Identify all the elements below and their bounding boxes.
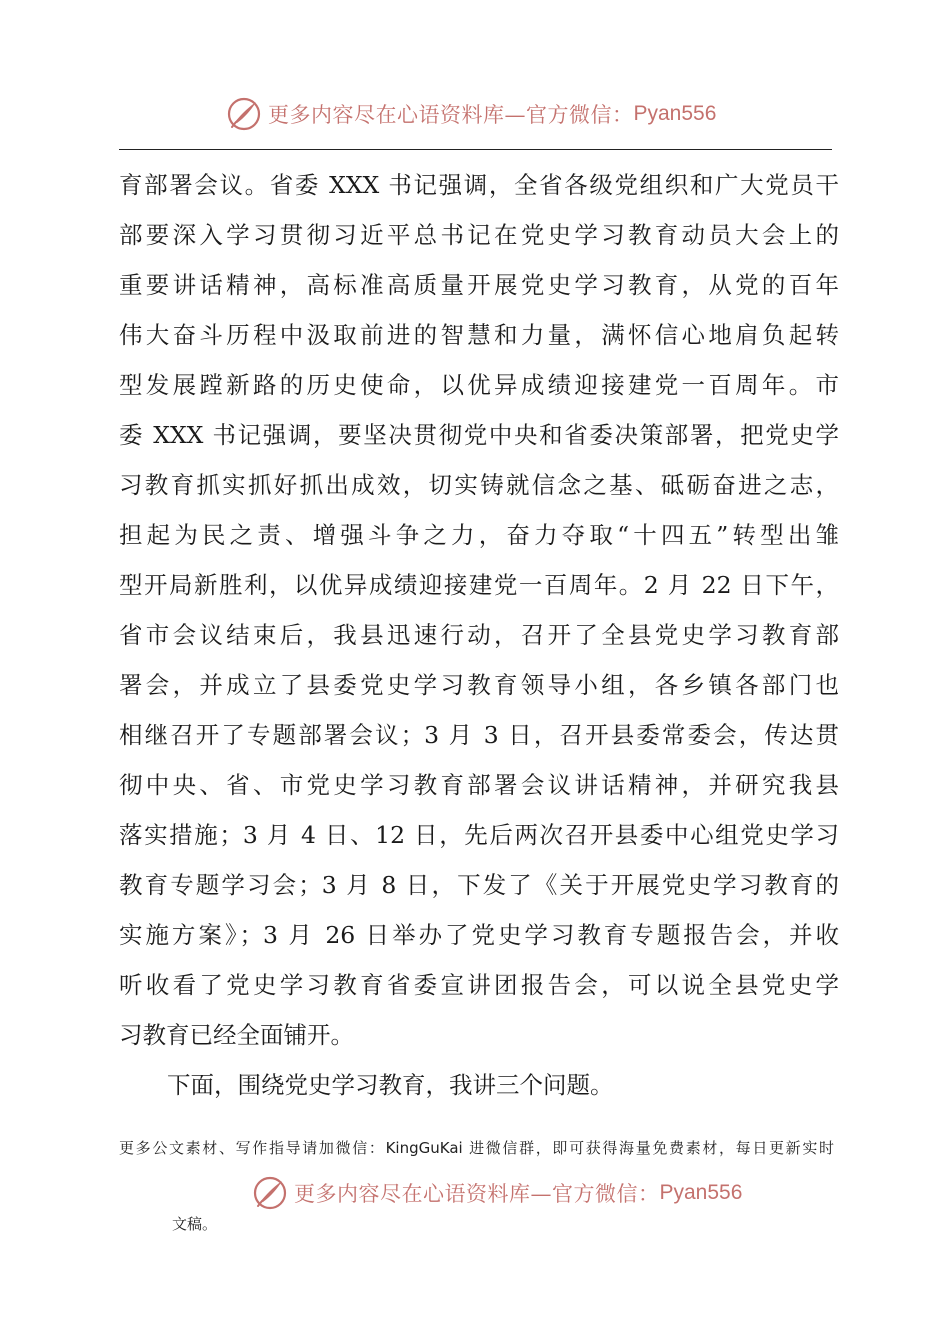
body-line: 落实措施；3 月 4 日、12 日，先后两次召开县委中心组党史学习 [119, 821, 839, 849]
footer-promo-note: 更多公文素材、写作指导请加微信：KingGuKai 进微信群，即可获得海量免费素材，每日更新实时 [119, 1139, 834, 1157]
quill-logo-icon [252, 1175, 288, 1211]
body-line: 习教育已经全面铺开。 [119, 1021, 354, 1049]
body-line: 省市会议结束后，我县迅速行动，召开了全县党史学习教育部 [119, 621, 839, 649]
body-line: 担起为民之责、增强斗争之力，奋力夺取“十四五”转型出雏 [119, 521, 839, 549]
header-divider [119, 149, 832, 150]
body-line: 相继召开了专题部署会议；3 月 3 日，召开县委常委会，传达贯 [119, 721, 839, 749]
watermark-header [226, 96, 716, 132]
body-line: 育部署会议。省委 XXX 书记强调，全省各级党组织和广大党员干 [119, 171, 839, 199]
watermark-text: 更多内容尽在心语资料库—官方微信： [294, 1182, 660, 1206]
watermark-text: 更多内容尽在心语资料库—官方微信： [268, 103, 634, 127]
body-line: 彻中央、省、市党史学习教育部署会议讲话精神，并研究我县 [119, 771, 839, 799]
watermark-footer [252, 1175, 742, 1211]
body-line: 教育专题学习会；3 月 8 日，下发了《关于开展党史学习教育的 [119, 871, 839, 899]
watermark-handle: Pyan556 [659, 1181, 743, 1204]
body-line: 型开局新胜利，以优异成绩迎接建党一百周年。2 月 22 日下午， [119, 571, 839, 599]
body-line: 习教育抓实抓好抓出成效，切实铸就信念之基、砥砺奋进之志， [119, 471, 839, 499]
document-body [119, 160, 839, 1110]
body-line: 委 XXX 书记强调，要坚决贯彻党中央和省委决策部署，把党史学 [119, 421, 839, 449]
closing-paragraph: 下面，围绕党史学习教育，我讲三个问题。 [167, 1071, 614, 1099]
body-line: 听收看了党史学习教育省委宣讲团报告会，可以说全县党史学 [119, 971, 839, 999]
footer-tail-text: 文稿。 [172, 1215, 218, 1233]
body-line: 署会，并成立了县委党史学习教育领导小组，各乡镇各部门也 [119, 671, 839, 699]
body-line: 型发展蹚新路的历史使命，以优异成绩迎接建党一百周年。市 [119, 371, 839, 399]
body-line: 重要讲话精神，高标准高质量开展党史学习教育，从党的百年 [119, 271, 839, 299]
body-line: 实施方案》；3 月 26 日举办了党史学习教育专题报告会，并收 [119, 921, 839, 949]
body-line: 伟大奋斗历程中汲取前进的智慧和力量，满怀信心地肩负起转 [119, 321, 839, 349]
watermark-handle: Pyan556 [633, 102, 717, 125]
body-line: 部要深入学习贯彻习近平总书记在党史学习教育动员大会上的 [119, 221, 839, 249]
quill-logo-icon [226, 96, 262, 132]
